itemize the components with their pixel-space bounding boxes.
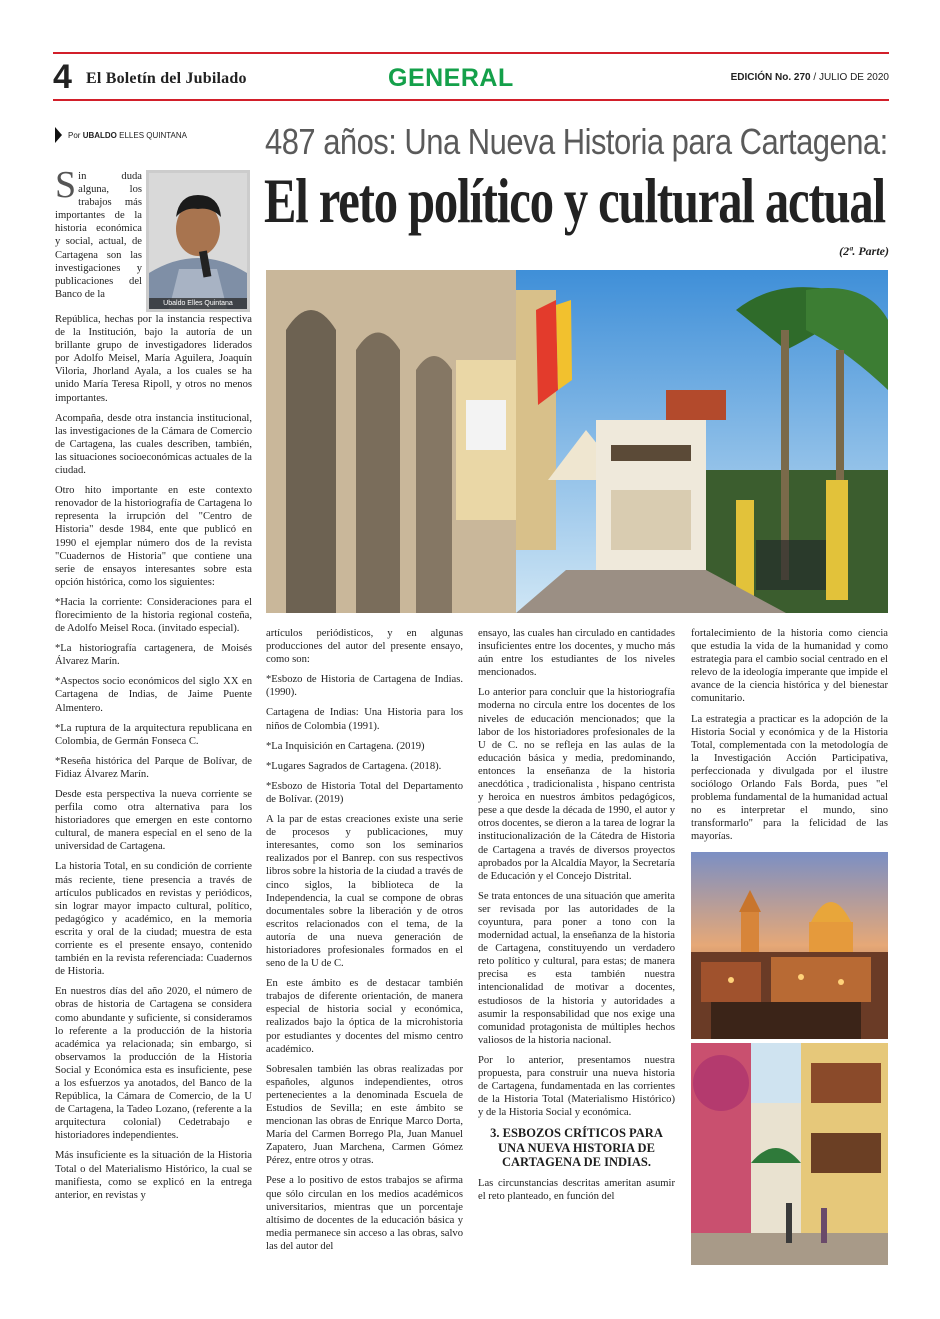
edition-info bbox=[731, 72, 889, 83]
paragraph: La historia Total, en su condición de corriente más reciente, tiene presencia a través de artículos publicados en revistas y periódicos, sin lograr mayor impacto cultural, político, pedagógico y académico, en la memoria escrita y oral de la ciudad; muestra de esta corriente es el presente ensayo, contenido también en la revista referenciada: Cuadernos de Historia. bbox=[55, 861, 252, 978]
header-top-rule bbox=[53, 52, 889, 54]
header-bottom-rule bbox=[53, 99, 889, 101]
paragraph: *La historiografía cartagenera, de Moisés Álvarez Marín. bbox=[55, 643, 252, 668]
paragraph: La estrategia a practicar es la adopción de la Historia Social y económica y de la Historia Total, complementada con la metodología de la Investigación Acción Participativa, perfeccionada y divulgada por el ilustre sociólogo Orlando Fals Borda, pues "el problema fundamental de la humanidad actual no es interpretar el mundo, sino transformarlo" para la felicidad de las mayorías. bbox=[691, 713, 888, 843]
article-part: (2ª. Parte) bbox=[839, 244, 889, 258]
paragraph: A la par de estas creaciones existe una serie de procesos y publicaciones, muy interesantes, como son los seminarios realizados por el Banrep. con sus respectivos libros sobre la historia de la ciudad a través de cinco siglos, la biblioteca de la Independencia, la cual se compone de obras documentales sobre la liberación y de otros escritos relacionados con el tema, de la autoría de una nueva generación de historiadores profesionales formados en el seno de la U de C. bbox=[266, 814, 463, 970]
column-3 bbox=[478, 627, 675, 1210]
edition-number: No. 270 bbox=[775, 72, 811, 83]
newspaper-name: El Boletín del Jubilado bbox=[86, 70, 247, 87]
paragraph: *Lugares Sagrados de Cartagena. (2018). bbox=[266, 760, 442, 772]
column-2 bbox=[266, 627, 463, 1260]
paragraph: Sobresalen también las obras realizadas por españoles, algunos independientes, otros pertenecientes a la denominada Escuela de Estudios de Sevilla; en este ámbito se mencionan las obras de Enrique Marco Dorta, María del Carmen Borrego Pla, Juan Manuel Zapatero, Juan Marchena, Carmen Gómez Pérez, entre otros y otras. bbox=[266, 1063, 463, 1167]
cathedral-night-illustration bbox=[691, 852, 888, 1039]
paragraph: Se trata entonces de una situación que amerita ser revisada por las autoridades de la coyuntura, para poner a tono con la modernidad actual, la enseñanza de la historia de Cartagena, constituyendo un verdadero reto político y cultural, para estas; de manera precisa es esta también nuestra intencionalidad de motivar a docentes, estudiosos de la historia y autoridades a asumir la responsabilidad que nos exige una comunidad protagonista de múltiples hechos valiosos de la historia nacional. bbox=[478, 890, 675, 1046]
paragraph: *Aspectos socio económicos del siglo XX en Cartagena de Indias, de Jaime Puente Almentero. bbox=[55, 676, 252, 714]
paragraph: Acompaña, desde otra instancia institucional, las investigaciones de la Cámara de Comercio de Cartagena, las cuales describen, también, las situaciones socioeconómicas actuales de la ciudad. bbox=[55, 412, 252, 477]
author-portrait-icon bbox=[149, 173, 247, 309]
paragraph: *Esbozo de Historia de Cartagena de Indias. (1990). bbox=[266, 674, 463, 699]
article-kicker: 487 años: Una Nueva Historia para Cartagena: bbox=[265, 121, 888, 162]
section-title: GENERAL bbox=[388, 64, 514, 92]
column-1-top bbox=[55, 164, 142, 301]
byline-author-first: UBALDO bbox=[82, 130, 117, 140]
paragraph: Cartagena de Indias: Una Historia para los niños de Colombia (1991). bbox=[266, 707, 463, 732]
main-photo-cartagena-street bbox=[266, 270, 888, 613]
drop-cap: S bbox=[55, 164, 77, 206]
paragraph: Por lo anterior, presentamos nuestra propuesta, para construir una nueva historia de Cartagena, fundamentada en las corrientes de la Historia Total (Materialismo Histórico) y de la Historia Social y económica. bbox=[478, 1054, 675, 1119]
paragraph: Lo anterior para concluir que la historiografía moderna no circula entre los docentes de los niveles de educación mencionados; que la labor de los historiadores profesionales de la U de C. no se refleja en las aulas de la educación básica y media, predominando, entonces la enseñanza de la historia anecdótica , tradicionalista , hispano centrista y heroica en nuestros ámbitos pedagógicos, pese a que desde la década de 1990, el autor y otros docentes, se dieron a la tarea de lograr la institucionalización de la Cátedra de Historia de Cartagena a través de diversos proyectos aprobados por la Alcaldía Mayor, la Secretaría de Educación y el Concejo Distrital. bbox=[478, 687, 675, 882]
article-headline: El reto político y cultural actual bbox=[264, 165, 885, 236]
paragraph: fortalecimiento de la historia como ciencia que estudia la vida de la humanidad y como estrategia para el cambio social centrado en el relevo de la ideología imperante que impide el avance de la ciencia histórica y del bienestar comunitario. bbox=[691, 628, 888, 705]
column-1-intro: in duda alguna, los trabajos más importantes de la historia económica y social, actual, de Cartagena son las investigaciones y publicaciones del Banco de la bbox=[55, 171, 142, 300]
paragraph: Las circunstancias descritas ameritan asumir el reto planteado, en función del bbox=[478, 1177, 675, 1202]
photo-colonial-balconies bbox=[691, 1043, 888, 1265]
byline-prefix: Por bbox=[68, 130, 81, 140]
edition-date: / JULIO DE 2020 bbox=[810, 72, 889, 83]
paragraph: En nuestros días del año 2020, el número de obras de historia de Cartagena se considera como abundante y suficiente, si consideramos lo referente a la producción de la historia académica ya relacionada; sin embargo, si observamos la producción de la Historia Social y Económica esta es insuficiente, pese a los esfuerzos ya anotados, del Banco de la República, la Cámara de Comercio, de la U de Cartagena, la Tadeo Lozano, (referente a la arquitectura colonial) Cedetrabajo e historiadores independientes. bbox=[55, 986, 252, 1142]
paragraph: Más insuficiente es la situación de la Historia Total o del Materialismo Histórico, la cual se manifiesta, como se explicó en la entrega anterior, en revistas y bbox=[55, 1150, 252, 1201]
page-number: 4 bbox=[53, 58, 72, 96]
paragraph: Otro hito importante en este contexto renovador de la historiografía de Cartagena lo representa la irrupción del "Centro de Historia" desde 1984, ente que publicó en 1990 el ejemplar número dos de la revista "Cuadernos de Historia" que contiene una serie de ensayos interesantes sobre esta opción histórica, como los siguientes: bbox=[55, 485, 252, 588]
column-1 bbox=[55, 313, 252, 1209]
paragraph: *La ruptura de la arquitectura republicana en Colombia, de Germán Fonseca C. bbox=[55, 722, 252, 747]
paragraph: ensayo, las cuales han circulado en cantidades insuficientes entre los docentes, y mucho más aún entre los estudiantes de los niveles mencionados. bbox=[478, 628, 675, 679]
byline bbox=[55, 127, 187, 143]
paragraph: República, hechas por la instancia respectiva de la Institución, bajo la autoría de un brillante grupo de investigadores liderados por Adolfo Meisel, María Aguilera, Joaquín Viloria, Jhorland Ayala, a los cuales se ha unido María Teresa Ripoll, y otros no menos importantes. bbox=[55, 314, 252, 404]
paragraph: artículos periódisticos, y en algunas producciones del autor del presente ensayo, como son: bbox=[266, 628, 463, 666]
paragraph: Pese a lo positivo de estos trabajos se afirma que sólo circulan en los medios académicos universitarios, mientras que un porcentaje altísimo de docentes de la educación básica y media permanece sin acceso a las obras, salvo las del autor del bbox=[266, 1175, 463, 1252]
colonial-street-illustration bbox=[266, 270, 888, 613]
paragraph: Desde esta perspectiva la nueva corriente se perfila como otra alternativa para los historiadores que emergen en este contorno cultural, de manera especial en el seno de la universidad de Cartagena. bbox=[55, 789, 252, 853]
paragraph: *Reseña histórica del Parque de Bolívar, de Fidiaz Álvarez Marín. bbox=[55, 755, 252, 780]
paragraph: *Hacia la corriente: Consideraciones para el florecimiento de la historia regional costeña, de Adolfo Meisel Roca. (invitado especial). bbox=[55, 596, 252, 635]
paragraph: En este ámbito es de destacar también trabajos de diferente orientación, de manera especial de historia social y económica, realizados bajo la óptica de la microhistoria por estudiantes y docentes del mismo centro académico. bbox=[266, 978, 463, 1055]
byline-author-rest: ELLES QUINTANA bbox=[116, 130, 187, 140]
column-4 bbox=[691, 627, 888, 851]
edition-label: EDICIÓN bbox=[730, 72, 773, 83]
section-subheading: 3. ESBOZOS CRÍTICOS PARA UNA NUEVA HISTORIA DE CARTAGENA DE INDIAS. bbox=[490, 1126, 663, 1170]
author-photo-caption: Ubaldo Elles Quintana bbox=[149, 298, 247, 309]
photo-cartagena-night bbox=[691, 852, 888, 1039]
paragraph: *Esbozo de Historia Total del Departamento de Bolívar. (2019) bbox=[266, 780, 463, 805]
balconies-illustration bbox=[691, 1043, 888, 1265]
paragraph: *La Inquisición en Cartagena. (2019) bbox=[266, 740, 425, 752]
byline-arrow-icon bbox=[55, 127, 62, 143]
author-photo bbox=[146, 170, 250, 312]
